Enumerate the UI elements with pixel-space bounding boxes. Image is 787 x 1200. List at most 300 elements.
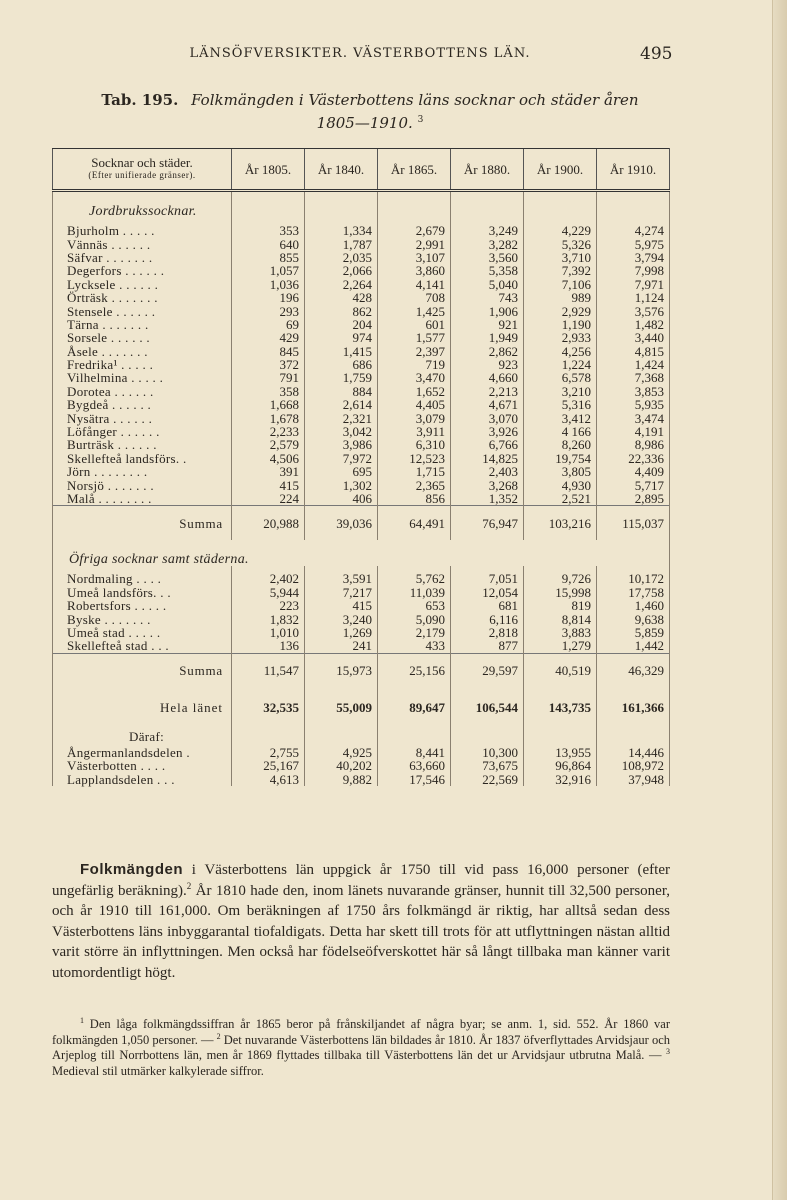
cell-value: 791	[232, 371, 305, 384]
cell-value: 3,794	[597, 251, 670, 264]
cell-value: 923	[451, 358, 524, 371]
cell-value: 8,441	[378, 746, 451, 759]
cell-value: 877	[451, 639, 524, 653]
row-label: Degerfors . . . . . .	[53, 264, 232, 277]
cell-value: 17,758	[597, 586, 670, 599]
cell-value: 1,715	[378, 465, 451, 478]
cell-value: 686	[305, 358, 378, 371]
cell-value: 3,440	[597, 331, 670, 344]
cell-value: 25,167	[232, 759, 305, 772]
row-label: Västerbotten . . . .	[53, 759, 232, 772]
cell-value: 3,240	[305, 612, 378, 625]
row-label: Robertsfors . . . . .	[53, 599, 232, 612]
cell-value: 32,916	[524, 772, 597, 785]
cell-value: 161,366	[597, 688, 670, 728]
summa-row	[53, 506, 670, 541]
cell-value: 391	[232, 465, 305, 478]
cell-value: 2,035	[305, 251, 378, 264]
cell-value: 12,054	[451, 586, 524, 599]
cell-value: 7,972	[305, 452, 378, 465]
cell-value: 29,597	[451, 653, 524, 688]
cell-value: 2,213	[451, 385, 524, 398]
row-label: Sorsele . . . . . .	[53, 331, 232, 344]
cell-value: 17,546	[378, 772, 451, 785]
row-label: Summa	[53, 653, 232, 688]
cell-value: 15,998	[524, 586, 597, 599]
cell-value: 1,832	[232, 612, 305, 625]
table-row	[53, 264, 670, 277]
row-label: Stensele . . . . . .	[53, 304, 232, 317]
cell-value: 2,862	[451, 345, 524, 358]
cell-value: 429	[232, 331, 305, 344]
cell-value: 1,678	[232, 411, 305, 424]
row-label: Dorotea . . . . . .	[53, 385, 232, 398]
cell-value: 3,412	[524, 411, 597, 424]
cell-value: 681	[451, 599, 524, 612]
row-label: Jörn . . . . . . . .	[53, 465, 232, 478]
cell-value: 415	[305, 599, 378, 612]
cell-value: 856	[378, 492, 451, 506]
header-year: År 1865.	[378, 149, 451, 191]
cell-value: 136	[232, 639, 305, 653]
darav-row	[53, 728, 670, 746]
cell-value: 9,882	[305, 772, 378, 785]
header-socknar-sub: (Efter unifierade gränser).	[88, 170, 196, 180]
row-label: Bygdeå . . . . . .	[53, 398, 232, 411]
running-head: LÄNSÖFVERSIKTER. VÄSTERBOTTENS LÄN.	[189, 46, 531, 61]
header-socknar: Socknar och städer. (Efter unifierade gränser).	[53, 149, 232, 191]
row-label: Ångermanlandsdelen .	[53, 746, 232, 759]
cell-value: 9,638	[597, 612, 670, 625]
cell-value: 241	[305, 639, 378, 653]
cell-value: 2,933	[524, 331, 597, 344]
row-label: Bjurholm . . . . .	[53, 218, 232, 237]
cell-value: 9,726	[524, 566, 597, 585]
cell-value: 293	[232, 304, 305, 317]
cell-value: 358	[232, 385, 305, 398]
cell-value: 1,057	[232, 264, 305, 277]
cell-value: 39,036	[305, 506, 378, 541]
cell-value: 5,316	[524, 398, 597, 411]
row-label: Örträsk . . . . . . .	[53, 291, 232, 304]
cell-value: 196	[232, 291, 305, 304]
cell-value: 4,141	[378, 278, 451, 291]
row-label: Skellefteå landsförs. .	[53, 452, 232, 465]
cell-value: 4,613	[232, 772, 305, 785]
cell-value: 2,818	[451, 626, 524, 639]
row-label: Nysätra . . . . . .	[53, 411, 232, 424]
table-row	[53, 358, 670, 371]
table-row	[53, 304, 670, 317]
cell-value: 14,825	[451, 452, 524, 465]
cell-value: 4,506	[232, 452, 305, 465]
cell-value: 1,442	[597, 639, 670, 653]
cell-value: 4,671	[451, 398, 524, 411]
cell-value: 1,010	[232, 626, 305, 639]
cell-value: 6,310	[378, 438, 451, 451]
cell-value: 3,883	[524, 626, 597, 639]
cell-value: 1,577	[378, 331, 451, 344]
cell-value: 1,415	[305, 345, 378, 358]
cell-value: 4,405	[378, 398, 451, 411]
cell-value: 3,710	[524, 251, 597, 264]
footnotes	[52, 1017, 670, 1079]
cell-value: 3,926	[451, 425, 524, 438]
row-label: Summa	[53, 506, 232, 541]
cell-value: 3,805	[524, 465, 597, 478]
table-row	[53, 237, 670, 250]
paragraph-text-1: i Västerbottens län uppgick år 1750 till vid pass 16,000 personer (efter ungefärlig beräkning).	[52, 862, 670, 899]
summa-row	[53, 653, 670, 688]
cell-value: 89,647	[378, 688, 451, 728]
cell-value: 5,762	[378, 566, 451, 585]
paragraph-lead: Folkmängden	[80, 861, 184, 878]
cell-value: 46,329	[597, 653, 670, 688]
cell-value: 640	[232, 237, 305, 250]
cell-value: 4,815	[597, 345, 670, 358]
table-row	[53, 759, 670, 772]
row-label: Umeå stad . . . . .	[53, 626, 232, 639]
table-row	[53, 599, 670, 612]
cell-value: 719	[378, 358, 451, 371]
cell-value: 4,660	[451, 371, 524, 384]
cell-value: 2,579	[232, 438, 305, 451]
cell-value: 2,929	[524, 304, 597, 317]
cell-value: 1,269	[305, 626, 378, 639]
cell-value: 108,972	[597, 759, 670, 772]
cell-value: 7,368	[597, 371, 670, 384]
cell-value: 428	[305, 291, 378, 304]
section-title-jordbruk: Jordbrukssocknar.	[53, 191, 232, 219]
table-row	[53, 586, 670, 599]
cell-value: 1,334	[305, 218, 378, 237]
cell-value: 19,754	[524, 452, 597, 465]
header-year: År 1900.	[524, 149, 597, 191]
cell-value: 819	[524, 599, 597, 612]
section-title-ofriga: Öfriga socknar samt städerna.	[53, 540, 670, 566]
footnote-marker: 1	[80, 1015, 84, 1025]
page-number: 495	[640, 44, 673, 64]
row-label: Skellefteå stad . . .	[53, 639, 232, 653]
cell-value: 4,229	[524, 218, 597, 237]
cell-value: 5,040	[451, 278, 524, 291]
table-row	[53, 626, 670, 639]
row-label: Nordmaling . . . .	[53, 566, 232, 585]
cell-value: 103,216	[524, 506, 597, 541]
table-row	[53, 345, 670, 358]
table-row	[53, 291, 670, 304]
cell-value: 223	[232, 599, 305, 612]
cell-value: 20,988	[232, 506, 305, 541]
cell-value: 64,491	[378, 506, 451, 541]
row-label: Åsele . . . . . . .	[53, 345, 232, 358]
cell-value: 10,300	[451, 746, 524, 759]
darav-label: Däraf:	[53, 728, 232, 746]
cell-value: 73,675	[451, 759, 524, 772]
cell-value: 106,544	[451, 688, 524, 728]
table-label: Tab. 195.	[101, 91, 179, 109]
cell-value: 743	[451, 291, 524, 304]
cell-value: 2,365	[378, 478, 451, 491]
cell-value: 406	[305, 492, 378, 506]
cell-value: 2,066	[305, 264, 378, 277]
cell-value: 2,755	[232, 746, 305, 759]
table-row	[53, 772, 670, 785]
cell-value: 884	[305, 385, 378, 398]
cell-value: 7,106	[524, 278, 597, 291]
cell-value: 32,535	[232, 688, 305, 728]
cell-value: 921	[451, 318, 524, 331]
cell-value: 2,233	[232, 425, 305, 438]
cell-value: 5,090	[378, 612, 451, 625]
cell-value: 3,210	[524, 385, 597, 398]
cell-value: 4,274	[597, 218, 670, 237]
cell-value: 3,474	[597, 411, 670, 424]
row-label: Fredrika¹ . . . . .	[53, 358, 232, 371]
cell-value: 3,282	[451, 237, 524, 250]
cell-value: 8,986	[597, 438, 670, 451]
table-row	[53, 398, 670, 411]
cell-value: 7,217	[305, 586, 378, 599]
cell-value: 855	[232, 251, 305, 264]
table-row	[53, 452, 670, 465]
cell-value: 708	[378, 291, 451, 304]
table-row	[53, 278, 670, 291]
cell-value: 1,759	[305, 371, 378, 384]
cell-value: 40,202	[305, 759, 378, 772]
cell-value: 1,787	[305, 237, 378, 250]
table-row	[53, 612, 670, 625]
cell-value: 8,260	[524, 438, 597, 451]
table-title: Folkmängden i Västerbottens läns socknar och städer åren 1805—1910.	[191, 91, 639, 132]
cell-value: 22,569	[451, 772, 524, 785]
cell-value: 862	[305, 304, 378, 317]
population-table	[52, 148, 670, 786]
row-label: Byske . . . . . . .	[53, 612, 232, 625]
cell-value: 12,523	[378, 452, 451, 465]
cell-value: 7,998	[597, 264, 670, 277]
cell-value: 1,424	[597, 358, 670, 371]
table-row	[53, 465, 670, 478]
paragraph-text-2: År 1810 hade den, inom länets nuvarande gränser, hunnit till 32,500 personer, och år 1910 till 161,000. Om beräkningen af 1750 års folkmängd är riktig, har alltså sedan dess Västerbottens läns inbyggarantal tiofaldigats. Detta har skett till trots för att utflyttningen nästan alltid varit större än inflyttningen. Men också har födelseöfverskottet här så långt tillbaka man känner varit utomordentligt högt.	[52, 882, 670, 981]
cell-value: 14,446	[597, 746, 670, 759]
cell-value: 372	[232, 358, 305, 371]
cell-value: 10,172	[597, 566, 670, 585]
cell-value: 22,336	[597, 452, 670, 465]
cell-value: 3,079	[378, 411, 451, 424]
table-body	[53, 191, 670, 786]
cell-value: 1,668	[232, 398, 305, 411]
cell-value: 76,947	[451, 506, 524, 541]
cell-value: 3,576	[597, 304, 670, 317]
cell-value: 1,224	[524, 358, 597, 371]
cell-value: 5,935	[597, 398, 670, 411]
cell-value: 2,679	[378, 218, 451, 237]
paragraph-footnote-ref: 2	[186, 880, 192, 891]
cell-value: 3,911	[378, 425, 451, 438]
cell-value: 4,930	[524, 478, 597, 491]
header-year: År 1805.	[232, 149, 305, 191]
cell-value: 2,614	[305, 398, 378, 411]
header-year: År 1910.	[597, 149, 670, 191]
cell-value: 3,268	[451, 478, 524, 491]
header-year: År 1880.	[451, 149, 524, 191]
cell-value: 6,116	[451, 612, 524, 625]
cell-value: 5,859	[597, 626, 670, 639]
footnote-text: Det nuvarande Västerbottens län bildades år 1810. År 1837 öfverflyttades Arvidsjaur och Arjeplog till Norrbottens län, men år 1869 flyttades tillbaka till Västerbottens län det ur Arvidsjaur utbrutna Malå. —	[52, 1032, 670, 1062]
row-label: Malå . . . . . . . .	[53, 492, 232, 506]
header-year: År 1840.	[305, 149, 378, 191]
cell-value: 1,302	[305, 478, 378, 491]
cell-value: 5,326	[524, 237, 597, 250]
cell-value: 5,717	[597, 478, 670, 491]
cell-value: 653	[378, 599, 451, 612]
cell-value: 3,070	[451, 411, 524, 424]
table-row	[53, 218, 670, 237]
cell-value: 3,591	[305, 566, 378, 585]
row-label: Hela länet	[53, 688, 232, 728]
section-row	[53, 191, 670, 219]
cell-value: 37,948	[597, 772, 670, 785]
cell-value: 1,124	[597, 291, 670, 304]
row-label: Umeå landsförs. . .	[53, 586, 232, 599]
cell-value: 1,425	[378, 304, 451, 317]
table-header-row	[53, 149, 670, 191]
cell-value: 5,358	[451, 264, 524, 277]
page-edge	[772, 0, 787, 1200]
cell-value: 5,975	[597, 237, 670, 250]
table-row	[53, 492, 670, 506]
body-paragraph	[52, 860, 670, 984]
cell-value: 7,051	[451, 566, 524, 585]
cell-value: 204	[305, 318, 378, 331]
cell-value: 845	[232, 345, 305, 358]
cell-value: 4,925	[305, 746, 378, 759]
cell-value: 2,403	[451, 465, 524, 478]
row-label: Vilhelmina . . . . .	[53, 371, 232, 384]
cell-value: 3,560	[451, 251, 524, 264]
footnote-marker: 3	[666, 1046, 670, 1056]
cell-value: 40,519	[524, 653, 597, 688]
cell-value: 69	[232, 318, 305, 331]
cell-value: 2,264	[305, 278, 378, 291]
cell-value: 3,107	[378, 251, 451, 264]
row-label: Norsjö . . . . . . .	[53, 478, 232, 491]
table-row	[53, 478, 670, 491]
cell-value: 989	[524, 291, 597, 304]
cell-value: 1,949	[451, 331, 524, 344]
total-row	[53, 688, 670, 728]
row-label: Lycksele . . . . . .	[53, 278, 232, 291]
cell-value: 2,895	[597, 492, 670, 506]
cell-value: 4 166	[524, 425, 597, 438]
cell-value: 143,735	[524, 688, 597, 728]
cell-value: 11,039	[378, 586, 451, 599]
cell-value: 415	[232, 478, 305, 491]
cell-value: 25,156	[378, 653, 451, 688]
cell-value: 15,973	[305, 653, 378, 688]
cell-value: 1,036	[232, 278, 305, 291]
row-label: Lapplandsdelen . . .	[53, 772, 232, 785]
row-label: Vännäs . . . . . .	[53, 237, 232, 250]
row-label: Löfånger . . . . . .	[53, 425, 232, 438]
cell-value: 601	[378, 318, 451, 331]
table-row	[53, 371, 670, 384]
footnote-text: Den låga folkmängdssiffran år 1865 beror på frånskiljandet af några byar; se anm. 1, sid. 552. År 1860 var folkmängden 1,050 personer. —	[52, 1017, 670, 1047]
cell-value: 695	[305, 465, 378, 478]
row-label: Tärna . . . . . . .	[53, 318, 232, 331]
caption-footnote-ref: 3	[417, 115, 424, 125]
cell-value: 2,397	[378, 345, 451, 358]
cell-value: 2,321	[305, 411, 378, 424]
footnote-marker: 2	[216, 1031, 221, 1041]
cell-value: 4,191	[597, 425, 670, 438]
row-label: Burträsk . . . . . .	[53, 438, 232, 451]
table-row	[53, 331, 670, 344]
cell-value: 63,660	[378, 759, 451, 772]
cell-value: 2,402	[232, 566, 305, 585]
table-row	[53, 425, 670, 438]
cell-value: 3,853	[597, 385, 670, 398]
table-row	[53, 251, 670, 264]
cell-value: 1,279	[524, 639, 597, 653]
cell-value: 1,352	[451, 492, 524, 506]
table-row	[53, 318, 670, 331]
cell-value: 115,037	[597, 506, 670, 541]
cell-value: 1,652	[378, 385, 451, 398]
cell-value: 2,179	[378, 626, 451, 639]
table-row	[53, 639, 670, 653]
cell-value: 6,766	[451, 438, 524, 451]
cell-value: 974	[305, 331, 378, 344]
cell-value: 433	[378, 639, 451, 653]
cell-value: 3,986	[305, 438, 378, 451]
cell-value: 1,482	[597, 318, 670, 331]
cell-value: 4,256	[524, 345, 597, 358]
cell-value: 2,991	[378, 237, 451, 250]
cell-value: 3,042	[305, 425, 378, 438]
cell-value: 1,460	[597, 599, 670, 612]
cell-value: 1,190	[524, 318, 597, 331]
cell-value: 8,814	[524, 612, 597, 625]
cell-value: 7,971	[597, 278, 670, 291]
section-row	[53, 540, 670, 566]
cell-value: 3,860	[378, 264, 451, 277]
cell-value: 3,470	[378, 371, 451, 384]
cell-value: 4,409	[597, 465, 670, 478]
cell-value: 11,547	[232, 653, 305, 688]
cell-value: 353	[232, 218, 305, 237]
cell-value: 224	[232, 492, 305, 506]
cell-value: 3,249	[451, 218, 524, 237]
cell-value: 1,906	[451, 304, 524, 317]
table-row	[53, 438, 670, 451]
row-label: Säfvar . . . . . . .	[53, 251, 232, 264]
cell-value: 2,521	[524, 492, 597, 506]
cell-value: 5,944	[232, 586, 305, 599]
table-row	[53, 566, 670, 585]
footnote-text: Medieval stil utmärker kalkylerade siffror.	[52, 1063, 264, 1078]
table-row	[53, 385, 670, 398]
cell-value: 7,392	[524, 264, 597, 277]
table-row	[53, 411, 670, 424]
cell-value: 13,955	[524, 746, 597, 759]
cell-value: 6,578	[524, 371, 597, 384]
table-caption	[90, 90, 650, 133]
cell-value: 55,009	[305, 688, 378, 728]
cell-value: 96,864	[524, 759, 597, 772]
table-row	[53, 746, 670, 759]
